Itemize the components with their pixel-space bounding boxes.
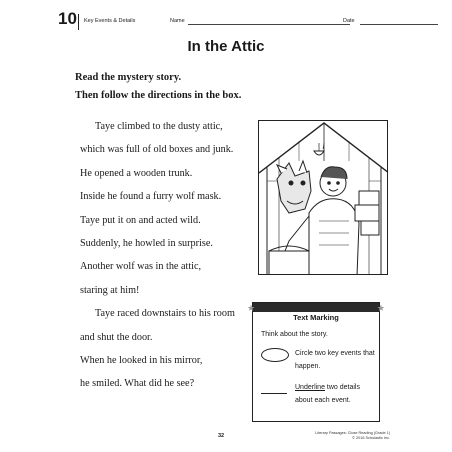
header-divider bbox=[78, 14, 79, 30]
text-marking-header-bar bbox=[253, 303, 379, 312]
story-line: Taye raced downstairs to his room bbox=[95, 308, 235, 320]
text-marking-box bbox=[247, 302, 385, 422]
star-icon: ★ bbox=[376, 303, 385, 313]
story-line: Taye climbed to the dusty attic, bbox=[95, 121, 223, 132]
story-line: Taye put it on and acted wild. bbox=[80, 214, 201, 226]
story-line: Another wolf was in the attic, bbox=[80, 261, 202, 273]
underline-rest: two details about each event. bbox=[295, 384, 360, 404]
directions bbox=[75, 69, 241, 105]
circle-word: Circle bbox=[295, 350, 313, 357]
attic-illustration bbox=[258, 120, 388, 275]
directions-line: Read the mystery story. bbox=[75, 72, 182, 83]
credit-line: Literary Passages: Close Reading (Grade 1) bbox=[315, 431, 390, 435]
oval-icon bbox=[261, 348, 289, 362]
name-field-line[interactable] bbox=[188, 24, 350, 25]
page-number: 32 bbox=[218, 433, 225, 439]
skill-label: Key Events & Details bbox=[84, 18, 136, 24]
story-line: Suddenly, he howled in surprise. bbox=[80, 237, 213, 249]
text-marking-title: Text Marking bbox=[293, 313, 339, 322]
directions-line: Then follow the directions in the box. bbox=[75, 90, 242, 101]
story-line: Inside he found a furry wolf mask. bbox=[80, 191, 222, 203]
star-icon: ★ bbox=[247, 303, 256, 313]
date-field-line[interactable] bbox=[360, 24, 438, 25]
page-title: In the Attic bbox=[187, 38, 265, 55]
underline-word: Underline bbox=[295, 384, 325, 391]
lesson-number: 10 bbox=[58, 9, 77, 28]
story-line: He opened a wooden trunk. bbox=[80, 167, 193, 179]
story-line: staring at him! bbox=[80, 284, 140, 296]
text-marking-think: Think about the story. bbox=[261, 331, 328, 338]
underline-icon bbox=[261, 393, 287, 394]
story-text bbox=[80, 121, 235, 402]
date-label: Date bbox=[343, 18, 355, 24]
story-line: which was full of old boxes and junk. bbox=[80, 144, 234, 156]
name-label: Name bbox=[170, 18, 185, 24]
circle-rest: two key events that happen. bbox=[295, 350, 375, 370]
circle-instruction bbox=[295, 347, 379, 373]
copyright-credit bbox=[310, 431, 390, 441]
story-line: he smiled. What did he see? bbox=[80, 378, 195, 390]
underline-instruction bbox=[295, 381, 379, 407]
story-line: When he looked in his mirror, bbox=[80, 354, 203, 366]
credit-line: © 2016 Scholastic Inc. bbox=[352, 436, 390, 440]
story-line: and shut the door. bbox=[80, 331, 153, 343]
worksheet-header bbox=[58, 10, 388, 32]
